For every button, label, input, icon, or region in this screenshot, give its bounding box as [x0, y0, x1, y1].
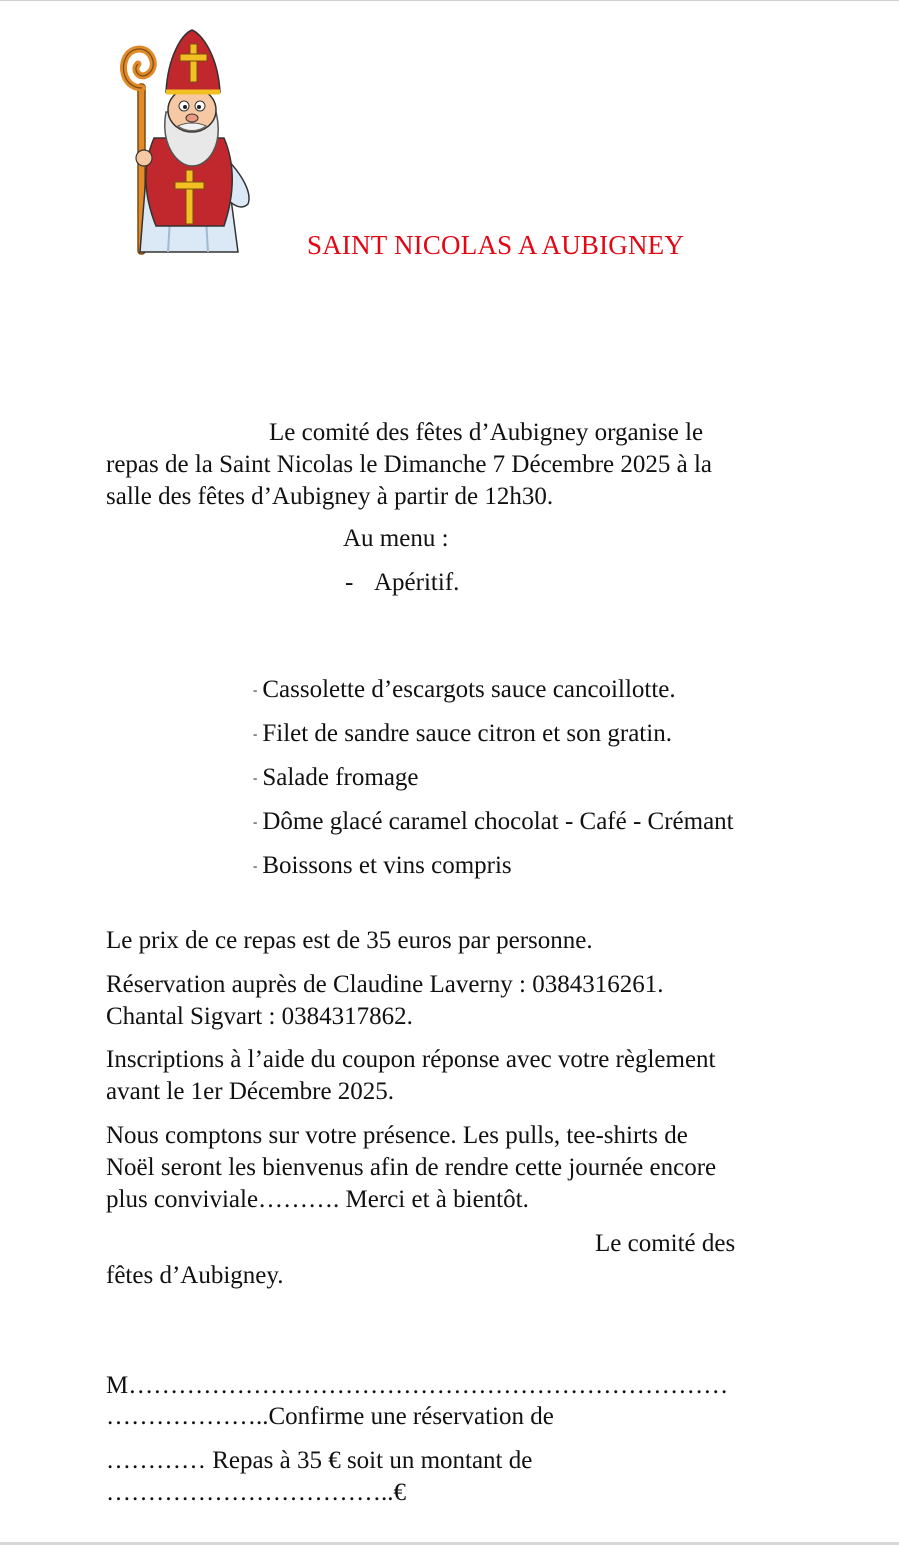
menu-item — [253, 718, 672, 750]
menu-heading: Au menu : — [343, 525, 449, 552]
menu-aperitif: Apéritif. — [374, 569, 460, 596]
menu-bullet: - — [253, 858, 258, 873]
reservation-line-1: Réservation auprès de Claudine Laverny : 0384316261. — [106, 971, 664, 998]
menu-item — [253, 674, 676, 706]
menu-bullet: - — [253, 770, 258, 785]
price-text: Le prix de ce repas est de 35 euros par personne. — [106, 927, 593, 954]
intro-line-1: Le comité des fêtes d’Aubigney organise le — [269, 419, 704, 446]
coupon-confirm-line: ………………..Confirme une réservation de — [106, 1403, 554, 1430]
menu-bullet: - — [253, 814, 258, 829]
menu-item — [253, 850, 512, 882]
menu-item-text: Filet de sandre sauce citron et son gratin. — [262, 720, 672, 747]
closing-line-2: Noël seront les bienvenus afin de rendre cette journée encore — [106, 1154, 717, 1181]
menu-bullet: - — [253, 726, 258, 741]
coupon-name-line: M……………………………………………………………… — [106, 1372, 729, 1399]
menu-item — [253, 762, 419, 794]
saint-nicolas-bishop-icon — [112, 26, 254, 258]
menu-bullet: - — [253, 682, 258, 697]
closing-line-3: plus conviviale………. Merci et à bientôt. — [106, 1186, 529, 1213]
signature-line-1: Le comité des — [595, 1230, 736, 1257]
inscription-line-2: avant le 1er Décembre 2025. — [106, 1078, 395, 1105]
menu-item-text: Cassolette d’escargots sauce cancoillotte. — [262, 676, 676, 703]
signature-line-2: fêtes d’Aubigney. — [106, 1262, 284, 1289]
menu-item-text: Salade fromage — [262, 764, 419, 791]
aperitif-dash: - — [345, 569, 354, 596]
inscription-line-1: Inscriptions à l’aide du coupon réponse avec votre règlement — [106, 1046, 716, 1073]
menu-item-text: Boissons et vins compris — [262, 852, 512, 879]
menu-item-text: Dôme glacé caramel chocolat - Café - Crémant — [262, 808, 734, 835]
page-title: SAINT NICOLAS A AUBIGNEY — [307, 230, 685, 260]
intro-line-3: salle des fêtes d’Aubigney à partir de 12h30. — [106, 483, 554, 510]
top-divider — [0, 0, 899, 1]
closing-line-1: Nous comptons sur votre présence. Les pulls, tee-shirts de — [106, 1122, 688, 1149]
coupon-meals-line: ………… Repas à 35 € soit un montant de — [106, 1447, 533, 1474]
coupon-amount-line: ……………………………..€ — [106, 1479, 406, 1506]
reservation-line-2: Chantal Sigvart : 0384317862. — [106, 1003, 413, 1030]
intro-line-2: repas de la Saint Nicolas le Dimanche 7 Décembre 2025 à la — [106, 451, 713, 478]
menu-item — [253, 806, 734, 838]
